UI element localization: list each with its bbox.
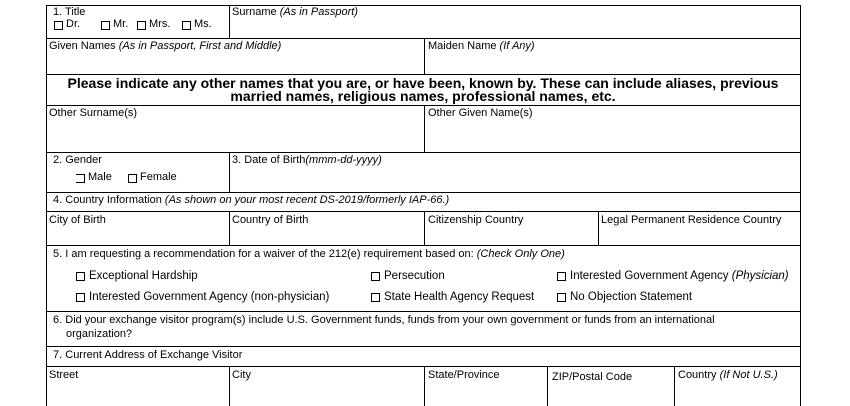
exceptional-hardship-label: Exceptional Hardship xyxy=(89,270,198,282)
current-address-label: 7. Current Address of Exchange Visitor xyxy=(53,349,243,361)
given-names-label: Given Names (As in Passport, First and Middle) xyxy=(49,40,282,52)
rule xyxy=(598,211,599,245)
no-objection-statement-checkbox[interactable] xyxy=(557,293,566,302)
citizenship-country-input[interactable] xyxy=(426,228,596,244)
rule xyxy=(424,38,425,74)
waiver-basis-label: 5. I am requesting a recommendation for a waiver of the 212(e) requirement based on: (Check Only One) xyxy=(53,248,565,260)
title-mrs-checkbox[interactable] xyxy=(137,21,146,30)
country-label: Country (If Not U.S.) xyxy=(678,369,778,381)
title-label: 1. Title xyxy=(53,6,86,18)
other-surnames-input[interactable] xyxy=(48,121,422,151)
iga-non-physician-checkbox[interactable] xyxy=(76,293,85,302)
title-mrs-label: Mrs. xyxy=(149,18,171,30)
gender-female-checkbox[interactable] xyxy=(128,174,137,183)
other-names-instruction: Please indicate any other names that you are, or have been, known by. These can include aliases, previous married names, religious names, professional names, etc. xyxy=(67,75,779,104)
other-given-names-label: Other Given Name(s) xyxy=(428,107,533,119)
iga-non-physician-label: Interested Government Agency (non-physician) xyxy=(89,291,330,303)
title-mr-label: Mr. xyxy=(113,18,129,30)
title-ms-checkbox[interactable] xyxy=(182,21,191,30)
street-input[interactable] xyxy=(48,383,227,405)
title-dr-label: Dr. xyxy=(66,18,81,30)
other-surnames-label: Other Surname(s) xyxy=(49,107,138,119)
surname-label: Surname (As in Passport) xyxy=(232,6,358,18)
rule xyxy=(674,366,675,406)
other-given-names-input[interactable] xyxy=(426,121,798,151)
no-objection-statement-label: No Objection Statement xyxy=(570,291,693,303)
rule xyxy=(424,211,425,245)
state-health-agency-checkbox[interactable] xyxy=(371,293,380,302)
street-label: Street xyxy=(49,369,79,381)
rule xyxy=(46,152,801,153)
zip-postal-code-label: ZIP/Postal Code xyxy=(552,371,633,383)
city-input[interactable] xyxy=(231,383,422,405)
title-mr-checkbox[interactable] xyxy=(101,21,110,30)
iga-physician-checkbox[interactable] xyxy=(557,272,566,281)
surname-input[interactable] xyxy=(232,20,798,37)
gender-female-label: Female xyxy=(140,171,177,183)
exceptional-hardship-checkbox[interactable] xyxy=(76,272,85,281)
rule xyxy=(46,5,801,6)
rule xyxy=(547,366,548,406)
rule xyxy=(46,346,801,347)
iga-physician-label: Interested Government Agency (Physician) xyxy=(570,270,789,282)
city-label: City xyxy=(232,369,251,381)
legal-permanent-residence-label: Legal Permanent Residence Country xyxy=(601,214,782,226)
city-of-birth-label: City of Birth xyxy=(49,214,106,226)
rule xyxy=(46,5,47,406)
city-of-birth-input[interactable] xyxy=(48,228,227,244)
rule xyxy=(229,152,230,192)
rule xyxy=(229,366,230,406)
country-input[interactable] xyxy=(676,383,798,405)
rule xyxy=(800,5,801,406)
maiden-name-label: Maiden Name (If Any) xyxy=(428,40,535,52)
citizenship-country-label: Citizenship Country xyxy=(428,214,524,226)
rule xyxy=(424,366,425,406)
state-province-input[interactable] xyxy=(426,383,545,405)
country-information-label: 4. Country Information (As shown on your most recent DS-2019/formerly IAP-66.) xyxy=(53,194,450,206)
rule xyxy=(229,211,230,245)
rule xyxy=(229,5,230,38)
government-funds-question-cont: organization? xyxy=(66,328,133,340)
date-of-birth-label: 3. Date of Birth(mmm-dd-yyyy) xyxy=(232,154,382,166)
gender-male-checkbox[interactable] xyxy=(76,174,85,183)
rule xyxy=(46,311,801,312)
zip-postal-code-input[interactable] xyxy=(549,385,672,405)
title-dr-checkbox[interactable] xyxy=(54,21,63,30)
country-of-birth-input[interactable] xyxy=(231,228,422,244)
legal-permanent-residence-input[interactable] xyxy=(600,228,798,244)
maiden-name-input[interactable] xyxy=(426,54,798,73)
state-health-agency-label: State Health Agency Request xyxy=(384,291,535,303)
state-province-label: State/Province xyxy=(428,369,500,381)
title-ms-label: Ms. xyxy=(194,18,212,30)
gender-label: 2. Gender xyxy=(53,154,102,166)
persecution-checkbox[interactable] xyxy=(371,272,380,281)
rule xyxy=(46,192,801,193)
date-of-birth-input[interactable] xyxy=(232,168,798,191)
country-of-birth-label: Country of Birth xyxy=(232,214,309,226)
rule xyxy=(424,105,425,152)
government-funds-question: 6. Did your exchange visitor program(s) include U.S. Government funds, funds from your own government or funds from an international xyxy=(53,314,715,326)
rule xyxy=(46,245,801,246)
given-names-input[interactable] xyxy=(48,54,422,73)
gender-male-label: Male xyxy=(88,171,112,183)
persecution-label: Persecution xyxy=(384,270,445,282)
